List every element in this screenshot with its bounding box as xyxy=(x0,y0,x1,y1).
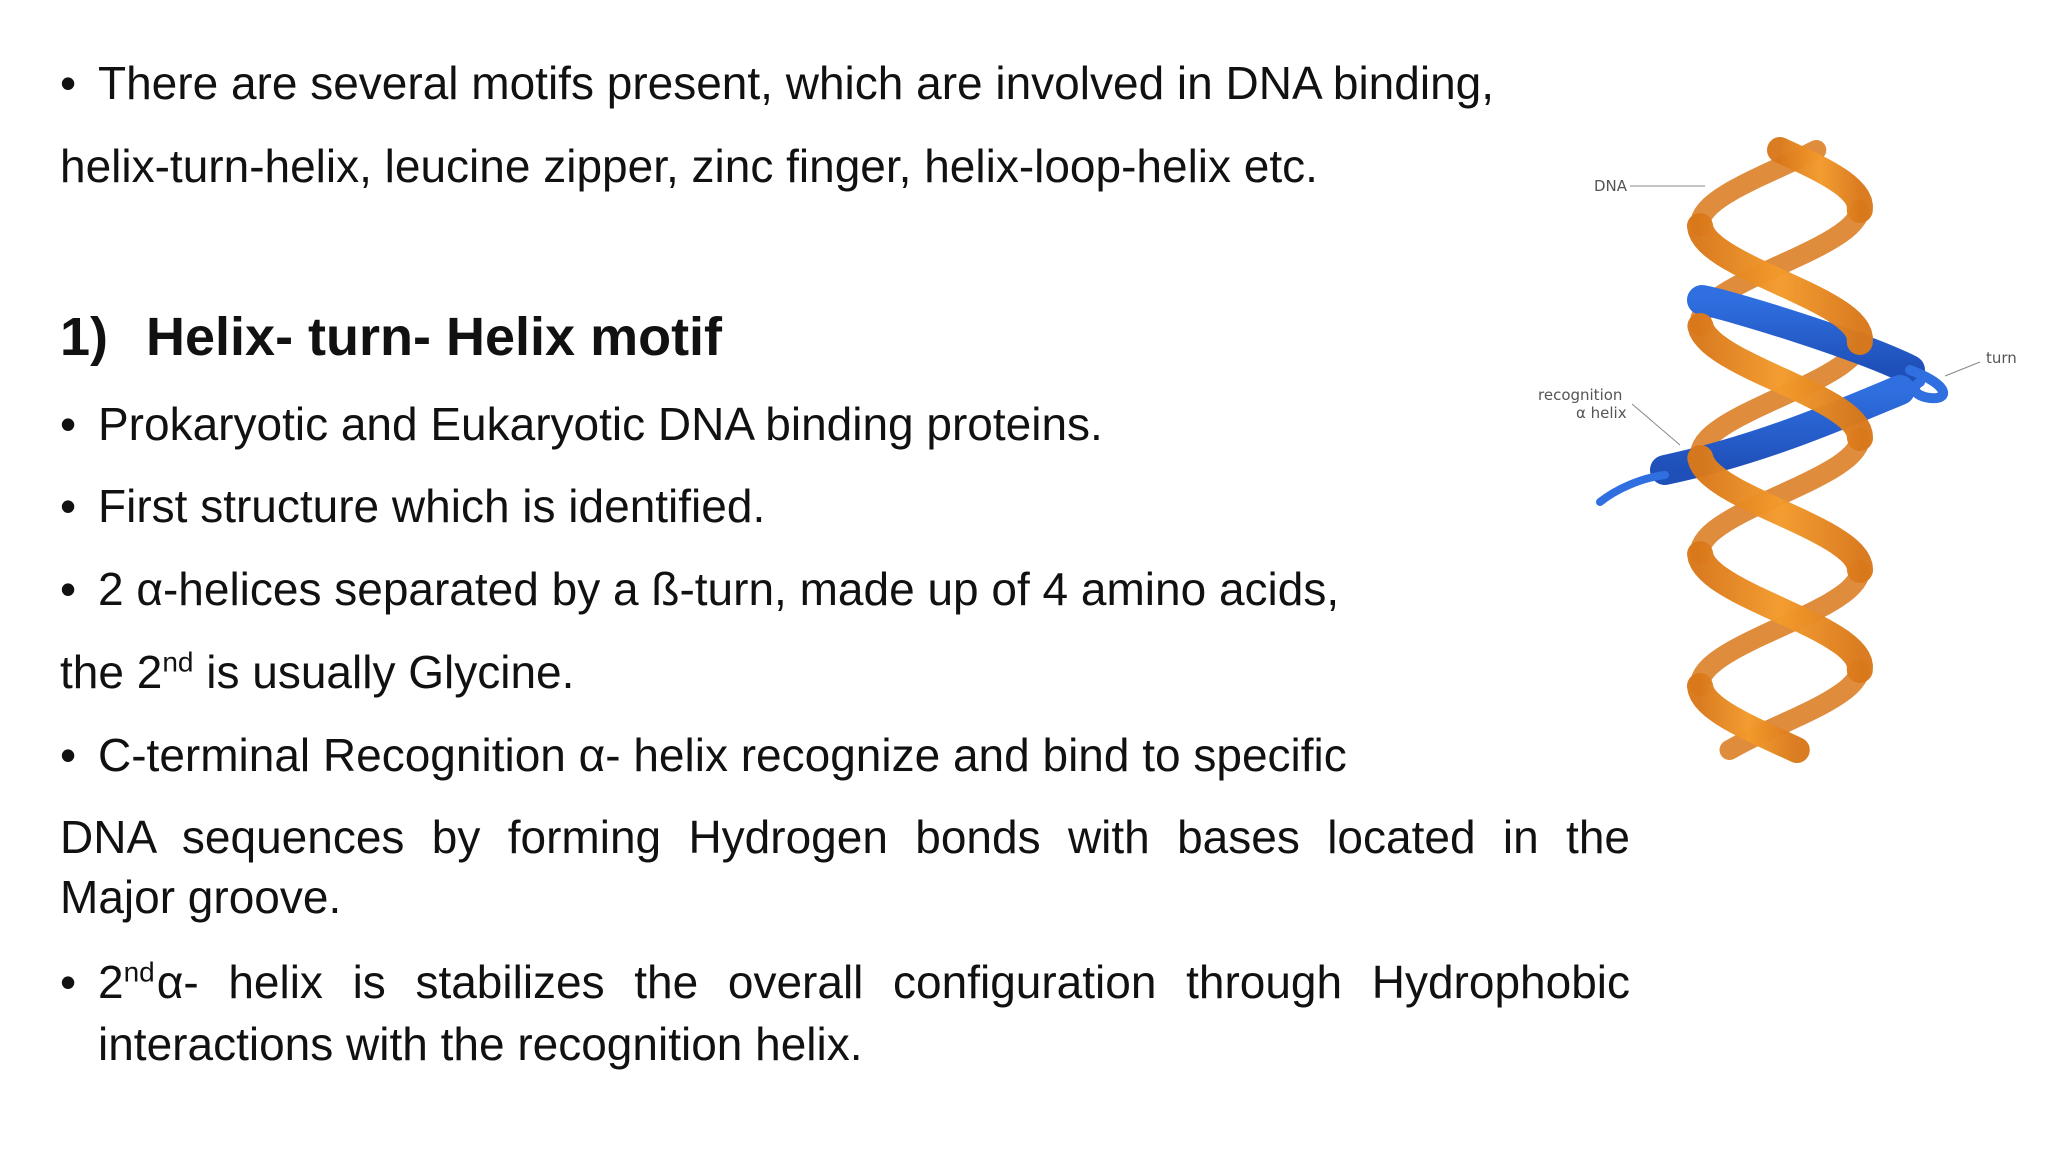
heading-title: Helix- turn- Helix motif xyxy=(146,307,723,367)
intro-line-2: helix-turn-helix, leucine zipper, zinc finger, helix-loop-helix etc. xyxy=(60,140,1318,192)
bullet-item-first-structure xyxy=(60,477,765,535)
second-helix-ordinal xyxy=(98,951,155,1013)
turn-leader-line xyxy=(1945,362,1980,376)
second-helix-word: helix xyxy=(228,956,323,1008)
glycine-superscript: nd xyxy=(162,646,194,678)
recognition-label-line-1: recognition xyxy=(1538,386,1623,404)
bullet-text: Prokaryotic and Eukaryotic DNA binding proteins. xyxy=(98,398,1103,450)
bullet-item-second-helix xyxy=(60,951,1630,1075)
glycine-suffix: is usually Glycine. xyxy=(193,646,575,698)
bullet-symbol: • xyxy=(60,480,77,532)
recognition-helix-tail xyxy=(1600,475,1665,502)
second-helix-line-2: interactions with the recognition helix. xyxy=(98,1018,863,1070)
bullet-symbol: • xyxy=(60,956,77,1008)
recognition-label-line-2: α helix xyxy=(1576,404,1627,422)
bullet-continuation-glycine xyxy=(60,643,574,701)
ordinal-number: 2 xyxy=(98,956,124,1008)
bullet-item-recognition-helix xyxy=(60,726,1347,784)
bullet-text: 2 α-helices separated by a ß-turn, made up of 4 amino acids, xyxy=(98,563,1340,615)
second-helix-word: the xyxy=(634,956,699,1008)
second-helix-word: α- xyxy=(156,956,199,1008)
intro-bullet xyxy=(60,54,1494,112)
dna-helix-illustration xyxy=(1480,130,2040,770)
second-helix-word: stabilizes xyxy=(415,956,605,1008)
bullet-continuation-major-groove: Major groove. xyxy=(60,871,342,923)
recognition-leader-line xyxy=(1632,404,1680,445)
dna-hth-figure xyxy=(1480,130,2040,770)
section-heading xyxy=(60,304,722,370)
bullet-item-alpha-helices xyxy=(60,560,1339,618)
dna-label: DNA xyxy=(1594,177,1628,195)
bullet-symbol: • xyxy=(60,563,77,615)
bullet-item-prokaryotic xyxy=(60,395,1103,453)
bullet-continuation-dna-sequences: DNA sequences by forming Hydrogen bonds with bases located in the xyxy=(60,811,1630,863)
second-helix-line-1 xyxy=(98,951,1630,1013)
bullet-text: First structure which is identified. xyxy=(98,480,766,532)
second-helix-word: through xyxy=(1186,956,1343,1008)
bullet-symbol: • xyxy=(60,729,77,781)
second-helix-word: overall xyxy=(727,956,864,1008)
glycine-prefix: the 2 xyxy=(60,646,163,698)
turn-loop xyxy=(1910,370,1943,398)
second-helix-word: Hydrophobic xyxy=(1371,956,1630,1008)
second-helix-words xyxy=(157,951,1630,1013)
intro-line-1: There are several motifs present, which are involved in DNA binding, xyxy=(98,57,1495,109)
bullet-text: C-terminal Recognition α- helix recognize and bind to specific xyxy=(98,729,1347,781)
second-helix-word: configuration xyxy=(893,956,1157,1008)
turn-label: turn xyxy=(1986,349,2017,367)
bullet-symbol: • xyxy=(60,398,77,450)
ordinal-superscript: nd xyxy=(123,956,155,988)
second-helix-word: is xyxy=(352,956,386,1008)
bullet-symbol: • xyxy=(60,57,77,109)
dna-strand-a-front-segment xyxy=(1780,150,1860,210)
heading-number: 1) xyxy=(60,307,109,367)
